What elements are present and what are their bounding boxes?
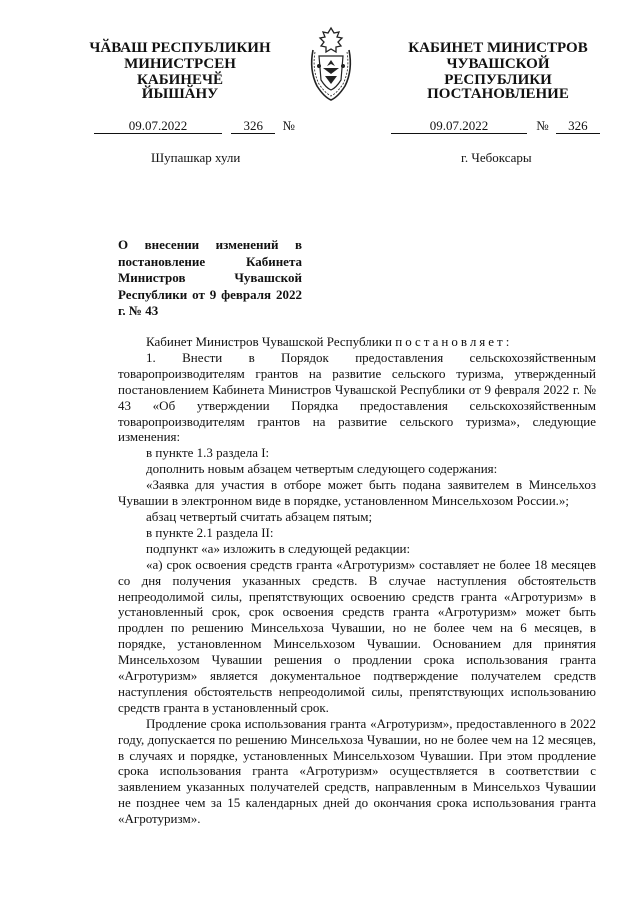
left-org-line1: ЧӐВАШ РЕСПУБЛИКИН [89,40,271,56]
body-paragraph-8: «а) срок освоения средств гранта «Агротуризм» составляет не более 18 месяцев со дня получения указанных средств. В случае наступления обстоятельств непреодолимой силы, препятствующих освоению средств гранта «Агротуризм» в установленный срок, срок освоения средств гранта «Агротуризм» может быть продлен по решению Минсельхоза Чувашии, но не более чем на 6 месяцев, в порядке, установленном Минсельхозом Чувашии. Основанием для принятия Минсельхозом Чувашии решения о продлении срока использования гранта «Агротуризм» является документальное подтверждение получателем средств наступления обстоятельств непреодолимой силы, препятствующих использованию средств гранта в установленный срок. [118,556,596,715]
intro-paragraph [118,334,596,350]
right-org-line2: ЧУВАШСКОЙ РЕСПУБЛИКИ [444,56,552,88]
left-org-name [80,40,280,88]
right-date: 09.07.2022 [391,118,527,134]
left-doc-type: ЙЫШӐНУ [141,86,219,102]
document-subject: О внесении изменений в постановление Кабинета Министров Чувашской Республики от 9 февраля 2022 г. № 43 [118,237,302,318]
body-paragraph-9: Продление срока использования гранта «Агротуризм», предоставленного в 2022 году, допускается по решению Минсельхоза Чувашии, но не более чем на 12 месяцев, в случаях и порядке, установленных Минсельхозом Чувашии. При этом продление срока использования гранта «Агротуризм» осуществляется в соответствии с заявлением указанных получателей средств, направленным в Минсельхоз Чувашии не позднее чем за 15 календарных дней до окончания срока использования гранта «Агротуризм». [118,715,596,827]
body-paragraph-5: абзац четвертый считать абзацем пятым; [146,508,373,524]
body-paragraph-7: подпункт «а» изложить в следующей редакции: [146,540,411,556]
intro-decree-word: постановляет: [395,334,513,349]
body-paragraph-1: 1. Внести в Порядок предоставления сельскохозяйственным товаропроизводителям грантов на развитие сельского туризма, утвержденный постановлением Кабинета Министров Чувашской Республики от 9 февраля 2022 г. № 43 «Об утверждении Порядка предоставления сельскохозяйственным товаропроизводителям грантов на развитие сельского туризма», следующие изменения: [118,349,596,445]
place-left: Шупашкар хули [151,150,241,165]
right-org-line1: КАБИНЕТ МИНИСТРОВ [408,40,588,56]
right-doc-type: ПОСТАНОВЛЕНИЕ [427,86,569,102]
left-number: 326 [231,118,275,134]
right-org-name [393,40,603,88]
left-date: 09.07.2022 [94,118,222,134]
body-paragraph-2: в пункте 1.3 раздела I: [146,445,270,461]
body-paragraph-3: дополнить новым абзацем четвертым следующего содержания: [146,461,498,477]
right-number-sign: № [536,118,549,133]
left-number-line [94,118,295,134]
place-right: г. Чебоксары [461,150,532,165]
left-number-sign: № [282,118,295,133]
right-number-line [391,118,600,134]
chuvashia-coat-of-arms-icon [303,26,359,102]
document-body [118,334,596,827]
right-number: 326 [556,118,600,134]
body-paragraph-6: в пункте 2.1 раздела II: [146,524,274,540]
left-org-line2: МИНИСТРСЕН КАБИНЕЧӖ [124,56,236,88]
intro-text: Кабинет Министров Чувашской Республики [146,334,396,349]
body-paragraph-4: «Заявка для участия в отборе может быть подана заявителем в Минсельхоз Чувашии в электронном виде в порядке, установленном Минсельхозом России.»; [118,477,596,509]
